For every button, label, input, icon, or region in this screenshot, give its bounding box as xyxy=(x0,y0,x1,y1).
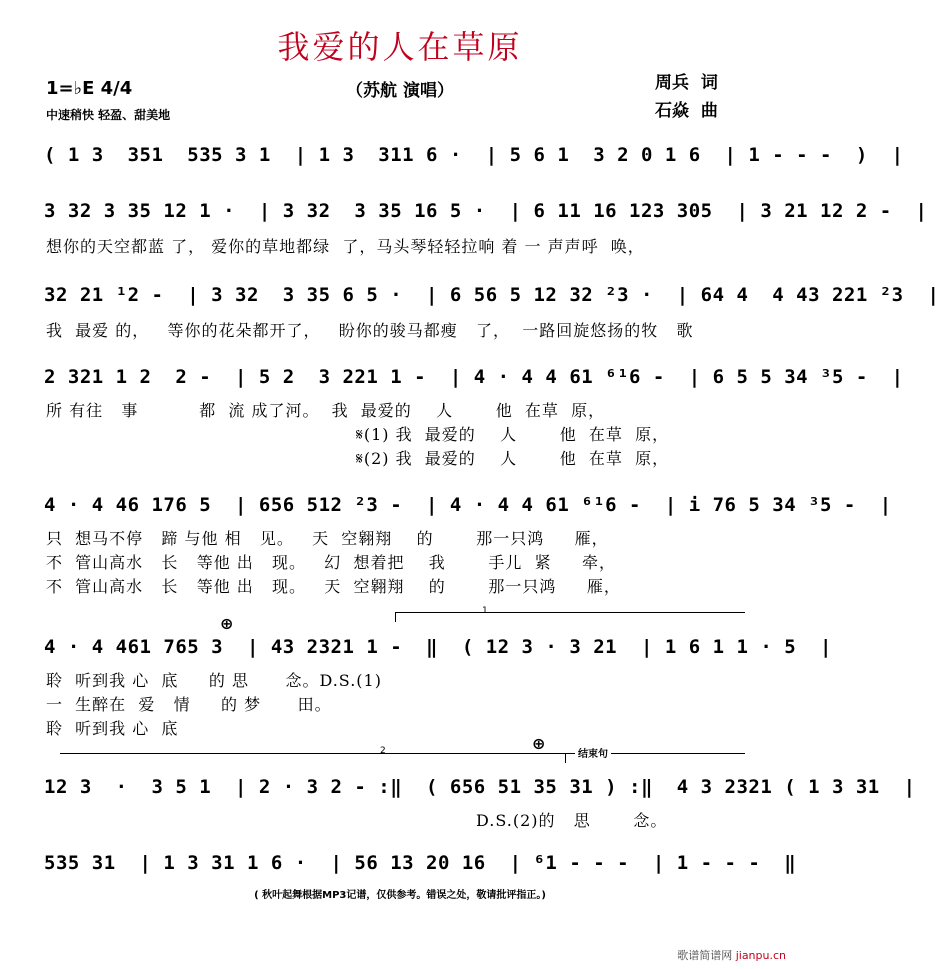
song-title: 我爱的人在草原 xyxy=(277,28,523,66)
watermark xyxy=(677,947,786,963)
coda-sign-icon: ⊕ xyxy=(220,614,234,633)
composer-credit: 石焱 曲 xyxy=(655,101,718,121)
score-row-5: 4 · 4 46 176 5 | 656 512 ²3 - | 4 · 4 4 61 ⁶¹6 - | i 76 5 34 ³5 - | xyxy=(44,494,892,516)
score-row-7: 12 3 · 3 5 1 | 2 · 3 2 - :‖ ( 656 51 35 31 ) :‖ 4 3 2321 ( 1 3 31 | xyxy=(44,776,916,798)
key-signature: 1=♭E 4/4 xyxy=(46,78,133,99)
score-row-6: 4 · 4 461 765 3 | 43 2321 1 - ‖ ( 12 3 · 3 21 | 1 6 1 1 · 5 | xyxy=(44,636,832,658)
watermark-name: 歌谱简谱网 xyxy=(677,949,733,962)
transcription-note: ( 秋叶起舞根据MP3记谱，仅供参考。错误之处，敬请批评指正。) xyxy=(254,890,546,901)
volta-bracket-1-edge xyxy=(395,612,396,622)
lyrics-row-4-ds2: 𝄋(2) 我 最爱的 人 他 在草 原， xyxy=(356,449,670,468)
lyrics-row-7: D.S.(2)的 思 念。 xyxy=(476,811,668,830)
lyrics-row-5-a: 只 想马不停 蹄 与他 相 见。 天 空翱翔 的 那一只鸿 雁， xyxy=(46,529,609,548)
lyrics-row-5-b: 不 管山高水 长 等他 出 现。 幻 想着把 我 手儿 紧 牵， xyxy=(46,553,617,572)
watermark-site: jianpu.cn xyxy=(735,949,786,962)
volta-number-2: 2 xyxy=(380,746,386,756)
lyrics-row-5-c: 不 管山高水 长 等他 出 现。 天 空翱翔 的 那一只鸿 雁， xyxy=(46,577,621,596)
score-row-4: 2 321 1 2 2 - | 5 2 3 221 1 - | 4 · 4 4 61 ⁶¹6 - | 6 5 5 34 ³5 - | xyxy=(44,366,904,388)
ending-bracket-edge xyxy=(565,753,566,763)
coda-sign-icon-2: ⊕ xyxy=(532,734,546,753)
volta-bracket-1 xyxy=(395,612,745,613)
lyrics-row-3: 我 最爱 的， 等你的花朵都开了， 盼你的骏马都瘦 了， 一路回旋悠扬的牧 歌 xyxy=(46,321,694,340)
lyricist-credit: 周兵 词 xyxy=(655,73,718,93)
score-row-1: ( 1 3 351 535 3 1 | 1 3 311 6 · | 5 6 1 3 2 0 1 6 | 1 - - - ) | xyxy=(44,144,904,166)
score-row-3: 32 21 ¹2 - | 3 32 3 35 6 5 · | 6 56 5 12 32 ²3 · | 64 4 4 43 221 ²3 | xyxy=(44,284,939,306)
lyrics-row-4-verse: 所 有往 事 都 流 成了河。 我 最爱的 人 他 在草 原， xyxy=(46,401,606,420)
singer-credit: （苏航 演唱） xyxy=(346,81,454,101)
score-row-8: 535 31 | 1 3 31 1 6 · | 56 13 20 16 | ⁶1 - - - | 1 - - - ‖ xyxy=(44,852,797,874)
lyrics-row-6-a: 聆 听到我 心 底 的 思 念。D.S.(1) xyxy=(46,671,382,690)
lyrics-row-6-c: 聆 听到我 心 底 xyxy=(46,719,179,738)
volta-number-1: 1 xyxy=(482,606,488,616)
tempo-marking: 中速稍快 轻盈、甜美地 xyxy=(46,108,171,122)
score-row-2: 3 32 3 35 12 1 · | 3 32 3 35 16 5 · | 6 11 16 123 305 | 3 21 12 2 - | xyxy=(44,200,928,222)
lyrics-row-2: 想你的天空都蓝 了， 爱你的草地都绿 了，马头琴轻轻拉响 着 一 声声呼 唤， xyxy=(46,237,645,256)
lyrics-row-4-ds1: 𝄋(1) 我 最爱的 人 他 在草 原， xyxy=(356,425,670,444)
volta-bracket-2 xyxy=(60,753,580,754)
lyrics-row-6-b: 一 生醉在 爱 情 的 梦 田。 xyxy=(46,695,332,714)
ending-label: 结束句 xyxy=(575,745,611,760)
